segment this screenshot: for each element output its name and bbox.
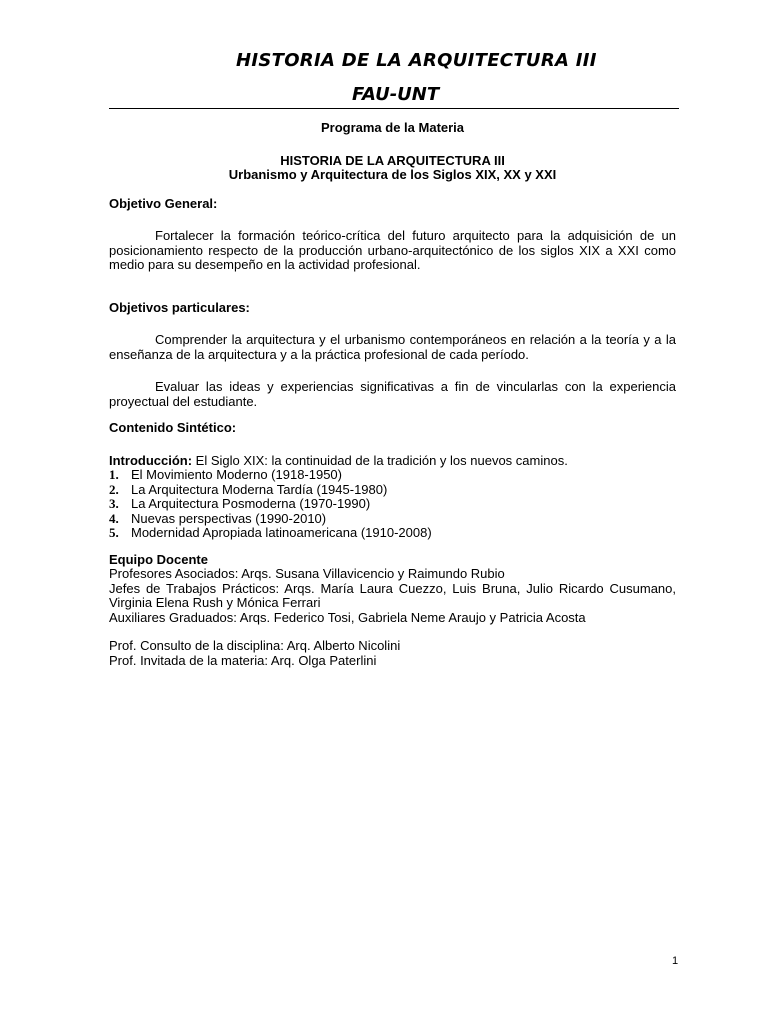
list-item <box>109 468 676 483</box>
particular-objective-2: Evaluar las ideas y experiencias significativas a fin de vincularlas con la experiencia proyectual del estudiante. <box>109 379 676 409</box>
unit-text: Modernidad Apropiada latinoamericana (1910-2008) <box>131 525 432 540</box>
list-item <box>109 512 676 527</box>
consult-line: Prof. Consulto de la disciplina: Arq. Alberto Nicolini <box>109 638 401 653</box>
header-title: HISTORIA DE LA ARQUITECTURA III <box>236 50 597 71</box>
document-body <box>109 121 676 668</box>
unit-number: 3. <box>109 496 119 511</box>
unit-text: Nuevas perspectivas (1990-2010) <box>131 510 327 526</box>
intro-line <box>109 454 676 469</box>
team-heading: Equipo Docente <box>109 551 208 567</box>
synthetic-content-heading: Contenido Sintético: <box>109 420 237 435</box>
unit-number: 4. <box>109 510 119 526</box>
list-item <box>109 483 676 498</box>
unit-text: La Arquitectura Posmoderna (1970-1990) <box>131 496 371 511</box>
list-item <box>109 497 676 512</box>
program-label: Programa de la Materia <box>320 120 465 135</box>
course-title: HISTORIA DE LA ARQUITECTURA III <box>280 152 505 168</box>
course-subtitle: Urbanismo y Arquitectura de los Siglos XIX, XX y XXI <box>228 167 557 182</box>
unit-number: 5. <box>109 525 119 540</box>
intro-text: El Siglo XIX: la continuidad de la tradición y los nuevos caminos. <box>192 452 568 468</box>
units-list <box>109 468 676 541</box>
page-number: 1 <box>672 955 679 967</box>
general-objective-text: Fortalecer la formación teórico-crítica del futuro arquitecto para la adquisición de un posicionamiento respecto de la producción urbano-arquitectónico de los siglos XIX a XXI como medio para su desempeño en la actividad profesional. <box>109 228 676 272</box>
unit-number: 1. <box>109 467 119 482</box>
intro-label: Introducción: <box>109 452 193 468</box>
team-line-associates: Profesores Asociados: Arqs. Susana Villavicencio y Raimundo Rubio <box>109 566 505 581</box>
particular-objectives-heading: Objetivos particulares: <box>109 299 250 315</box>
header-divider <box>109 108 679 109</box>
unit-number: 2. <box>109 481 119 497</box>
unit-text: El Movimiento Moderno (1918-1950) <box>131 467 342 482</box>
list-item <box>109 526 676 541</box>
header-subtitle: FAU-UNT <box>352 84 440 105</box>
particular-objective-1: Comprender la arquitectura y el urbanismo contemporáneos en relación a la teoría y a la enseñanza de la arquitectura y a la práctica profesional de cada período. <box>109 332 676 362</box>
unit-text: La Arquitectura Moderna Tardía (1945-1980) <box>131 481 388 497</box>
team-line-practicals: Jefes de Trabajos Prácticos: Arqs. María Laura Cuezzo, Luis Bruna, Julio Ricardo Cusumano, Virginia Elena Rush y Mónica Ferrari <box>109 580 676 610</box>
general-objective-heading: Objetivo General: <box>109 195 218 211</box>
team-line-assistants: Auxiliares Graduados: Arqs. Federico Tosi, Gabriela Neme Araujo y Patricia Acosta <box>109 609 586 625</box>
guest-line: Prof. Invitada de la materia: Arq. Olga Paterlini <box>109 652 377 668</box>
